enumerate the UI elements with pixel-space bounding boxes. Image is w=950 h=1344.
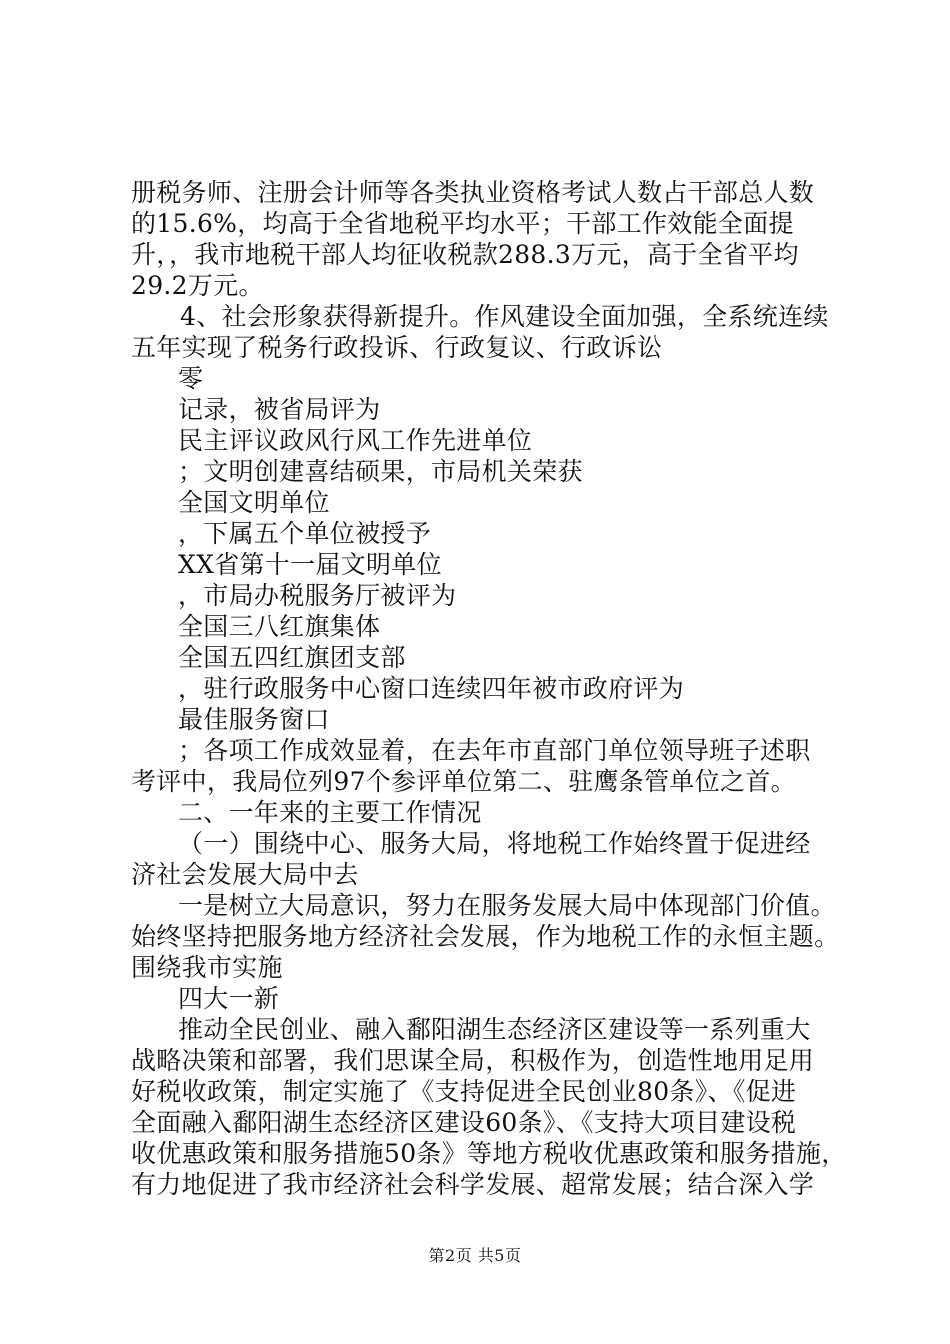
text-line: 零: [178, 364, 204, 393]
text-line: 记录，被省局评为: [178, 395, 381, 424]
text-line: 济社会发展大局中去: [131, 860, 359, 889]
text-line: ，驻行政服务中心窗口连续四年被市政府评为: [178, 674, 685, 703]
text-line: 围绕我市实施: [131, 953, 283, 982]
text-line: 的15.6%，均高于全省地税平均水平；干部工作效能全面提: [131, 209, 794, 238]
text-line: 全国五四红旗团支部: [178, 643, 406, 672]
text-line: 29.2万元。: [131, 271, 264, 300]
text-line: 有力地促进了我市经济社会科学发展、超常发展；结合深入学: [131, 1170, 815, 1199]
text-line: 好税收政策，制定实施了《支持促进全民创业80条》、《促进: [131, 1077, 797, 1106]
text-line: 始终坚持把服务地方经济社会发展，作为地税工作的永恒主题。: [131, 922, 840, 951]
page-number-footer: 第2页 共5页: [428, 1246, 522, 1265]
text-line: ；文明创建喜结硕果，市局机关荣获: [178, 457, 583, 486]
text-line: 民主评议政风行风工作先进单位: [178, 426, 533, 455]
subsection-heading: （一）围绕中心、服务大局，将地税工作始终置于促进经: [178, 829, 811, 858]
section-heading: 二、一年来的主要工作情况: [178, 798, 482, 827]
text-line: 推动全民创业、融入鄱阳湖生态经济区建设等一系列重大: [178, 1015, 811, 1044]
text-line: 考评中，我局位列97个参评单位第二、驻鹰条管单位之首。: [131, 767, 796, 796]
text-line: 升，，我市地税干部人均征收税款288.3万元，高于全省平均: [131, 240, 799, 269]
text-line: 4、社会形象获得新提升。作风建设全面加强，全系统连续: [180, 302, 829, 331]
text-line: 全国文明单位: [178, 488, 330, 517]
text-line: ；各项工作成效显着，在去年市直部门单位领导班子述职: [178, 736, 811, 765]
text-line: 五年实现了税务行政投诉、行政复议、行政诉讼: [131, 333, 663, 362]
text-line: 全国三八红旗集体: [178, 612, 381, 641]
text-line: 一是树立大局意识，努力在服务发展大局中体现部门价值。: [178, 891, 836, 920]
text-line: XX省第十一届文明单位: [178, 550, 442, 579]
text-line: 最佳服务窗口: [178, 705, 330, 734]
text-line: 收优惠政策和服务措施50条》等地方税收优惠政策和服务措施，: [131, 1139, 847, 1168]
text-line: 四大一新: [178, 984, 280, 1013]
text-line: ，市局办税服务厅被评为: [178, 581, 457, 610]
text-line: ，下属五个单位被授予: [178, 519, 432, 548]
document-body: [131, 177, 851, 1200]
text-line: 全面融入鄱阳湖生态经济区建设60条》、《支持大项目建设税: [131, 1108, 797, 1137]
text-line: 战略决策和部署，我们思谋全局，积极作为，创造性地用足用: [131, 1046, 815, 1075]
text-line: 册税务师、注册会计师等各类执业资格考试人数占干部总人数: [131, 178, 815, 207]
